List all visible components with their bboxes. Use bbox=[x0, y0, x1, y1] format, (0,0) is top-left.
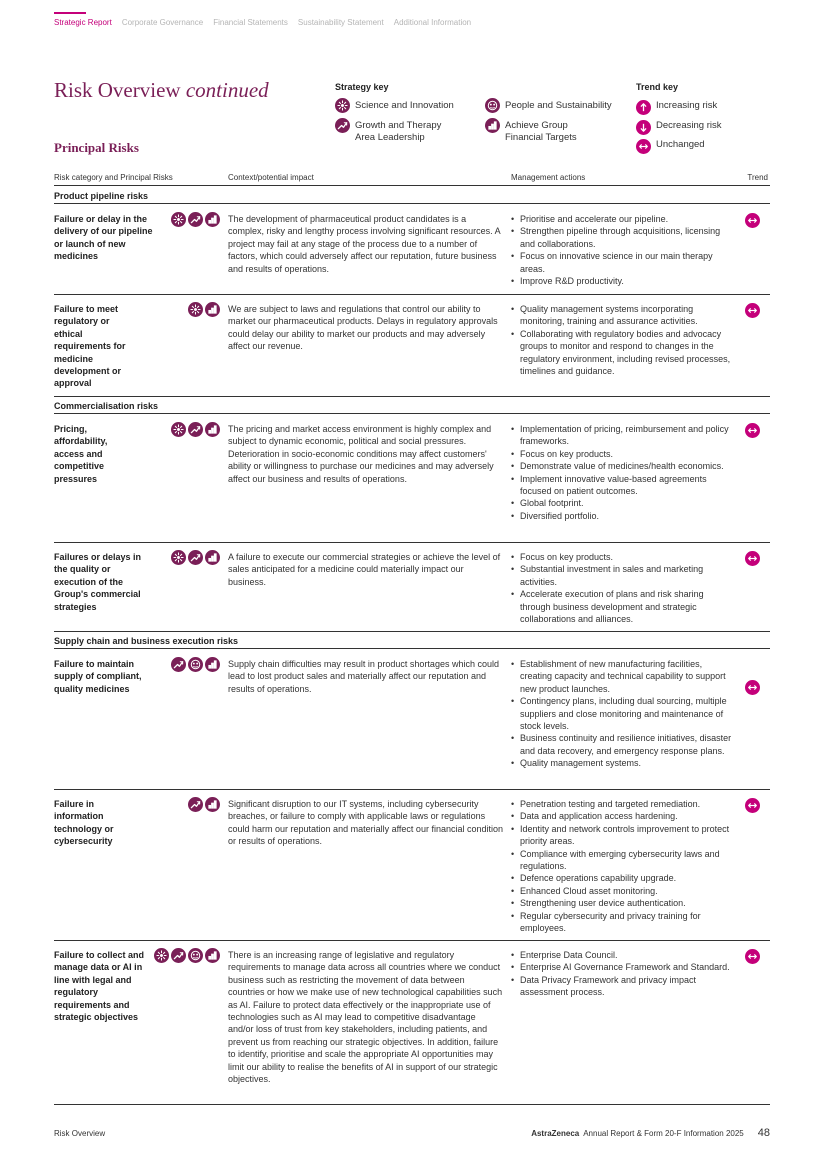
action-item: • Accelerate execution of plans and risk sharing through business development and strategic collaborations and alliances. bbox=[511, 588, 736, 625]
footer-doc-title: Annual Report & Form 20-F Information 2025 bbox=[583, 1129, 744, 1138]
management-actions bbox=[511, 423, 736, 522]
unchanged-icon bbox=[745, 423, 760, 438]
strategy-key-people-label: People and Sustainability bbox=[505, 100, 612, 111]
risk-category: Failures or delays in the quality or execution of the Group's commercial strategies bbox=[54, 552, 142, 612]
action-item: • Establishment of new manufacturing facilities, creating capacity and technical capability to support new product launches. bbox=[511, 658, 736, 695]
action-item: • Enterprise AI Governance Framework and Standard. bbox=[511, 961, 736, 973]
risk-category: Failure to maintain supply of compliant, quality medicines bbox=[54, 659, 142, 694]
strategy-key-financial bbox=[485, 120, 577, 144]
science-icon bbox=[171, 422, 186, 437]
action-item: • Business continuity and resilience initiatives, disaster and data recovery, and emergency response plans. bbox=[511, 732, 736, 757]
science-icon bbox=[171, 550, 186, 565]
top-nav bbox=[54, 18, 471, 27]
financial-icon bbox=[205, 212, 220, 227]
action-item: • Improve R&D productivity. bbox=[511, 275, 736, 287]
footer-section-name: Risk Overview bbox=[54, 1129, 106, 1138]
action-item: • Data and application access hardening. bbox=[511, 810, 736, 822]
trend-key-unchanged-label: Unchanged bbox=[656, 139, 705, 150]
strategy-icons bbox=[171, 657, 220, 672]
risk-context: A failure to execute our commercial strategies or achieve the level of sales anticipated for a medicine could materially impact our business. bbox=[228, 552, 501, 587]
table-row bbox=[54, 543, 770, 632]
risk-category: Failure in information technology or cybersecurity bbox=[54, 799, 114, 847]
people-icon bbox=[188, 948, 203, 963]
footer-brand: AstraZeneca bbox=[531, 1129, 580, 1138]
strategy-icons bbox=[171, 212, 220, 227]
table-row bbox=[54, 650, 770, 790]
growth-icon bbox=[335, 118, 350, 133]
financial-icon bbox=[485, 118, 500, 133]
growth-icon bbox=[171, 948, 186, 963]
action-item: • Substantial investment in sales and marketing activities. bbox=[511, 563, 736, 588]
management-actions bbox=[511, 658, 736, 770]
strategy-icons bbox=[171, 422, 220, 437]
risk-category: Pricing, affordability, access and competitive pressures bbox=[54, 424, 108, 484]
risk-context: Supply chain difficulties may result in product shortages which could lead to lost product sales and materially affect our reputation and results of operations. bbox=[228, 659, 499, 694]
unchanged-icon bbox=[745, 798, 760, 813]
arrow-up-icon bbox=[636, 100, 651, 115]
people-icon bbox=[485, 98, 500, 113]
nav-additional-information[interactable]: Additional Information bbox=[393, 18, 472, 27]
action-item: • Identity and network controls improvement to protect priority areas. bbox=[511, 823, 736, 848]
strategy-icons bbox=[154, 948, 220, 963]
action-item: • Demonstrate value of medicines/health economics. bbox=[511, 460, 736, 472]
trend-key-decreasing-label: Decreasing risk bbox=[656, 120, 722, 131]
strategy-key-title: Strategy key bbox=[335, 82, 389, 92]
strategy-key-growth-label-2: Area Leadership bbox=[355, 132, 425, 143]
nav-strategic-report[interactable]: Strategic Report bbox=[54, 18, 112, 27]
page-title bbox=[54, 78, 269, 103]
strategy-key-growth bbox=[335, 120, 441, 144]
strategy-key-science bbox=[335, 100, 454, 113]
page-subtitle: Principal Risks bbox=[54, 140, 139, 155]
risk-context: Significant disruption to our IT systems, including cybersecurity breaches, or failure to comply with applicable laws or regulations could harm our reputation and materially affect our financial condition or results of operations. bbox=[228, 799, 503, 847]
strategy-key-financial-label-2: Financial Targets bbox=[505, 132, 577, 143]
financial-icon bbox=[205, 550, 220, 565]
management-actions bbox=[511, 551, 736, 625]
action-item: • Enterprise Data Council. bbox=[511, 949, 736, 961]
financial-icon bbox=[205, 422, 220, 437]
footer-document bbox=[531, 1127, 770, 1139]
action-item: • Prioritise and accelerate our pipeline. bbox=[511, 213, 736, 225]
strategy-key-financial-label-1: Achieve Group bbox=[505, 120, 568, 131]
action-item: • Quality management systems. bbox=[511, 757, 736, 769]
growth-icon bbox=[188, 422, 203, 437]
page-title-main: Risk Overview bbox=[54, 78, 181, 102]
trend-key-unchanged bbox=[636, 139, 705, 154]
risk-category: Failure to collect and manage data or AI in line with legal and regulatory requirements and strategic objectives bbox=[54, 950, 145, 1023]
financial-icon bbox=[205, 657, 220, 672]
action-item: • Quality management systems incorporating monitoring, training and assurance activities. bbox=[511, 303, 736, 328]
financial-icon bbox=[205, 948, 220, 963]
strategy-icons bbox=[188, 797, 220, 812]
action-item: • Enhanced Cloud asset monitoring. bbox=[511, 885, 736, 897]
section-supply: Supply chain and business execution risks bbox=[54, 632, 770, 649]
risk-context: We are subject to laws and regulations that control our ability to market our pharmaceutical products. Delays in regulatory approvals could delay our ability to market our products and may adversely affect our revenue. bbox=[228, 304, 498, 352]
growth-icon bbox=[188, 797, 203, 812]
strategy-key-growth-label-1: Growth and Therapy bbox=[355, 120, 442, 131]
growth-icon bbox=[171, 657, 186, 672]
financial-icon bbox=[205, 302, 220, 317]
unchanged-icon bbox=[745, 680, 760, 695]
unchanged-icon bbox=[745, 551, 760, 566]
action-item: • Diversified portfolio. bbox=[511, 510, 736, 522]
science-icon bbox=[188, 302, 203, 317]
management-actions bbox=[511, 798, 736, 934]
nav-corporate-governance[interactable]: Corporate Governance bbox=[121, 18, 204, 27]
risk-category: Failure or delay in the delivery of our pipeline or launch of new medicines bbox=[54, 214, 153, 262]
science-icon bbox=[335, 98, 350, 113]
science-icon bbox=[171, 212, 186, 227]
arrow-down-icon bbox=[636, 120, 651, 135]
header-category: Risk category and Principal Risks bbox=[54, 173, 173, 182]
unchanged-icon bbox=[745, 303, 760, 318]
risk-context: There is an increasing range of legislative and regulatory requirements to manage data across all countries where we conduct business such as restricting the movement of data between countries or how we make use of new technological capabilities such as AI. Failure to protect data effectively or the inappropriate use of technologies such as AI may lead to competitive disadvantage and/or loss of trust from key stakeholders, including patients, and prevent us from reaching our strategic objectives. In addition, failure to identify, prioritise and scale the appropriate AI opportunities may limit our ability to realise the benefits of AI in support of our strategic objectives. bbox=[228, 950, 503, 1085]
section-pipeline: Product pipeline risks bbox=[54, 187, 770, 204]
table-row bbox=[54, 295, 770, 397]
table-row bbox=[54, 941, 770, 1105]
header-actions: Management actions bbox=[511, 173, 586, 182]
action-item: • Collaborating with regulatory bodies and advocacy groups to monitor and respond to changes in the regulatory environment, including revised processes, timelines and guidance. bbox=[511, 328, 736, 378]
financial-icon bbox=[205, 797, 220, 812]
management-actions bbox=[511, 949, 736, 999]
strategy-key-science-label: Science and Innovation bbox=[355, 100, 454, 111]
action-item: • Regular cybersecurity and privacy training for employees. bbox=[511, 910, 736, 935]
trend-key-title: Trend key bbox=[636, 82, 679, 92]
action-item: • Global footprint. bbox=[511, 497, 736, 509]
action-item: • Focus on innovative science in our main therapy areas. bbox=[511, 250, 736, 275]
action-item: • Defence operations capability upgrade. bbox=[511, 872, 736, 884]
table-row bbox=[54, 415, 770, 543]
growth-icon bbox=[188, 550, 203, 565]
unchanged-icon bbox=[745, 213, 760, 228]
page-title-continued: continued bbox=[185, 78, 269, 102]
nav-financial-statements[interactable]: Financial Statements bbox=[213, 18, 288, 27]
unchanged-icon bbox=[636, 139, 651, 154]
strategy-icons bbox=[171, 550, 220, 565]
science-icon bbox=[154, 948, 169, 963]
action-item: • Strengthening user device authentication. bbox=[511, 897, 736, 909]
action-item: • Focus on key products. bbox=[511, 551, 736, 563]
nav-sustainability-statement[interactable]: Sustainability Statement bbox=[297, 18, 384, 27]
action-item: • Compliance with emerging cybersecurity laws and regulations. bbox=[511, 848, 736, 873]
risk-context: The pricing and market access environment is highly complex and subject to dynamic economic, political and social pressures. Deterioration in socio-economic conditions may affect customers' ability or willingness to purchase our medicines and may adversely affect our business and results of operations. bbox=[228, 424, 494, 484]
management-actions bbox=[511, 213, 736, 287]
risk-context: The development of pharmaceutical product candidates is a complex, risky and lengthy process involving significant resources. A project may fail at any stage of the process due to a number of factors, which could adversely affect our reputation, future business and results of operations. bbox=[228, 214, 501, 274]
action-item: • Strengthen pipeline through acquisitions, licensing and collaborations. bbox=[511, 225, 736, 250]
action-item: • Contingency plans, including dual sourcing, multiple suppliers and close monitoring and maintenance of stock levels. bbox=[511, 695, 736, 732]
trend-key-increasing-label: Increasing risk bbox=[656, 100, 718, 111]
action-item: • Implementation of pricing, reimbursement and policy frameworks. bbox=[511, 423, 736, 448]
action-item: • Focus on key products. bbox=[511, 448, 736, 460]
unchanged-icon bbox=[745, 949, 760, 964]
strategy-icons bbox=[188, 302, 220, 317]
management-actions bbox=[511, 303, 736, 377]
action-item: • Implement innovative value-based agreements focused on patient outcomes. bbox=[511, 473, 736, 498]
action-item: • Penetration testing and targeted remediation. bbox=[511, 798, 736, 810]
table-row bbox=[54, 790, 770, 941]
growth-icon bbox=[188, 212, 203, 227]
action-item: • Data Privacy Framework and privacy impact assessment process. bbox=[511, 974, 736, 999]
section-commercial: Commercialisation risks bbox=[54, 397, 770, 414]
trend-key-decreasing bbox=[636, 120, 721, 135]
page-number: 48 bbox=[757, 1127, 770, 1139]
header-trend: Trend bbox=[747, 173, 768, 182]
table-header bbox=[54, 171, 770, 186]
risk-category: Failure to meet regulatory or ethical requirements for medicine development or approval bbox=[54, 304, 126, 389]
strategy-key-people bbox=[485, 100, 612, 113]
header-context: Context/potential impact bbox=[228, 173, 314, 182]
people-icon bbox=[188, 657, 203, 672]
trend-key-increasing bbox=[636, 100, 717, 115]
table-row bbox=[54, 205, 770, 295]
